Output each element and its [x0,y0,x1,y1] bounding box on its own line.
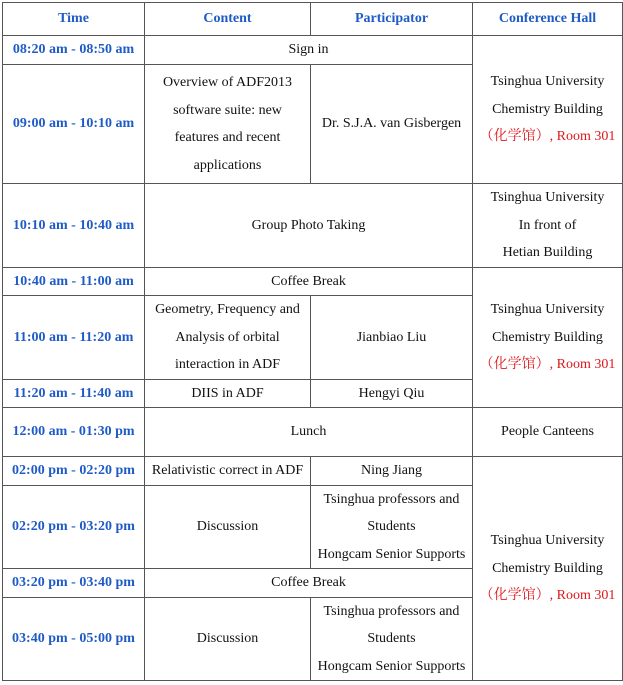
time-cell: 03:40 pm - 05:00 pm [3,597,145,681]
time-cell: 10:40 am - 11:00 am [3,267,145,296]
content-cell: Lunch [145,408,473,457]
content-cell: Relativistic correct in ADF [145,457,311,486]
header-conference-hall: Conference Hall [473,3,623,36]
hall-room: （化学馆）, Room 301 [479,357,616,372]
content-line: Overview of ADF2013 [162,75,293,90]
hall-line: Tsinghua University [490,190,605,205]
hall-line: Tsinghua University [490,302,605,317]
time-cell: 11:00 am - 11:20 am [3,296,145,380]
hall-room: （化学馆）, Room 301 [479,129,616,145]
content-cell: Discussion [145,597,311,681]
time-cell: 12:00 am - 01:30 pm [3,408,145,457]
content-cell [145,296,311,380]
hall-cell [473,457,623,681]
hall-line: Chemistry Building [492,101,603,117]
content-line: applications [193,157,262,173]
table-row [3,36,623,65]
content-cell: Group Photo Taking [145,184,473,268]
table-row [3,184,623,268]
time-cell: 02:20 pm - 03:20 pm [3,485,145,569]
content-cell: Sign in [145,36,473,65]
participator-cell [311,485,473,569]
hall-room: （化学馆）, Room 301 [479,588,616,604]
participator-line: Students [367,631,416,646]
hall-line: In front of [518,217,577,233]
content-line: software suite: new [173,102,282,118]
hall-line: Chemistry Building [492,329,603,345]
hall-line: Chemistry Building [492,560,603,576]
hall-cell: People Canteens [473,408,623,457]
time-cell: 03:20 pm - 03:40 pm [3,569,145,598]
schedule-table [2,2,623,681]
header-participator: Participator [311,3,473,36]
content-cell: Coffee Break [145,569,473,598]
content-line: interaction in ADF [175,357,280,372]
content-line: features and recent [174,130,281,145]
content-cell: Discussion [145,485,311,569]
participator-line: Hongcam Senior Supports [317,546,466,562]
time-cell: 02:00 pm - 02:20 pm [3,457,145,486]
participator-cell [311,597,473,681]
content-line: Geometry, Frequency and [155,302,300,317]
hall-line: Tsinghua University [490,533,605,549]
time-cell: 11:20 am - 11:40 am [3,379,145,408]
table-row [3,457,623,486]
content-cell: DIIS in ADF [145,379,311,408]
content-cell: Coffee Break [145,267,473,296]
content-line: Analysis of orbital [175,329,280,345]
participator-cell: Dr. S.J.A. van Gisbergen [311,65,473,184]
time-cell: 10:10 am - 10:40 am [3,184,145,268]
participator-line: Hongcam Senior Supports [317,658,466,674]
hall-cell [473,267,623,408]
participator-cell: Ning Jiang [311,457,473,486]
header-time: Time [3,3,145,36]
time-cell: 08:20 am - 08:50 am [3,36,145,65]
header-row [3,3,623,36]
time-cell: 09:00 am - 10:10 am [3,65,145,184]
hall-line: Tsinghua University [490,74,605,90]
participator-cell: Hengyi Qiu [311,379,473,408]
participator-line: Tsinghua professors and [323,491,460,507]
hall-cell [473,36,623,184]
content-cell [145,65,311,184]
table-row [3,408,623,457]
participator-line: Tsinghua professors and [323,603,460,619]
header-content: Content [145,3,311,36]
table-row [3,267,623,296]
hall-line: Hetian Building [502,245,593,260]
hall-cell [473,184,623,268]
participator-line: Students [367,519,416,534]
participator-cell: Jianbiao Liu [311,296,473,380]
